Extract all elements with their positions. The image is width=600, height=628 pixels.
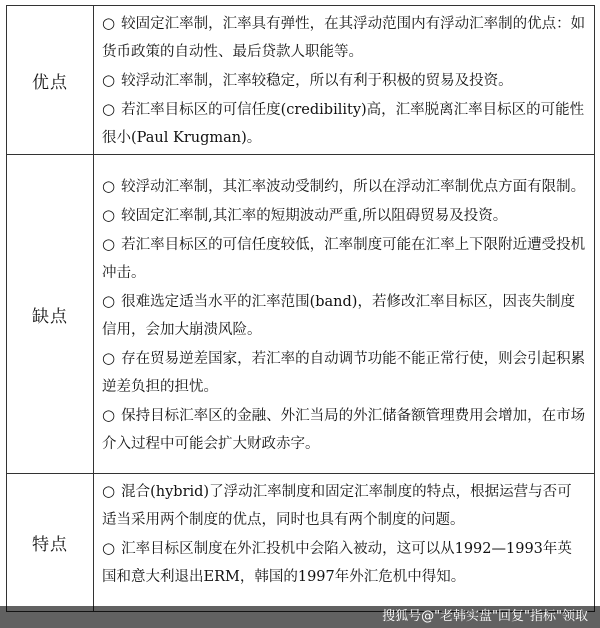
- circle-bullet-icon: ○: [102, 348, 116, 367]
- row-label-disadvantages: 缺点: [7, 155, 94, 474]
- row-label-advantages: 优点: [7, 6, 94, 155]
- item-text: 汇率目标区制度在外汇投机中会陷入被动，这可以从1992—1993年英国和意大利退出ERM，韩国的1997年外汇危机中得知。: [102, 541, 572, 585]
- item-text: 混合(hybrid)了浮动汇率制度和固定汇率制度的特点，根据运营与否可适当采用两个制度的优点，同时也具有两个制度的问题。: [102, 484, 572, 528]
- circle-bullet-icon: ○: [102, 176, 116, 195]
- list-item: [102, 401, 586, 458]
- advantages-cell: [94, 6, 595, 155]
- circle-bullet-icon: ○: [102, 482, 116, 500]
- list-item: [102, 95, 586, 152]
- item-text: 较固定汇率制，汇率具有弹性，在其浮动范围内有浮动汇率制的优点：如货币政策的自动性、最后贷款人职能等。: [102, 16, 586, 60]
- disadvantages-cell: [94, 155, 595, 474]
- circle-bullet-icon: ○: [102, 71, 116, 89]
- circle-bullet-icon: ○: [102, 234, 116, 253]
- item-text: 较固定汇率制,其汇率的短期波动严重,所以阻碍贸易及投资。: [121, 207, 508, 224]
- item-text: 存在贸易逆差国家，若汇率的自动调节功能不能正常行使，则会引起积累逆差负担的担忧。: [102, 350, 586, 395]
- circle-bullet-icon: ○: [102, 100, 116, 118]
- item-text: 若汇率目标区的可信任度(credibility)高，汇率脱离汇率目标区的可能性很小(Paul Krugman)。: [102, 102, 585, 146]
- circle-bullet-icon: ○: [102, 405, 116, 424]
- list-item: [102, 344, 586, 401]
- list-item: [102, 9, 586, 66]
- item-text: 较浮动汇率制，汇率较稳定，所以有利于积极的贸易及投资。: [121, 73, 513, 89]
- item-text: 较浮动汇率制，其汇率波动受制约，所以在浮动汇率制优点方面有限制。: [121, 178, 586, 195]
- row-label-features: 特点: [7, 474, 94, 612]
- list-item: [102, 201, 586, 230]
- item-text: 若汇率目标区的可信任度较低，汇率制度可能在汇率上下限附近遭受投机冲击。: [102, 236, 586, 281]
- circle-bullet-icon: ○: [102, 539, 116, 557]
- table-row-disadvantages: [7, 155, 595, 474]
- circle-bullet-icon: ○: [102, 14, 116, 32]
- comparison-table: [6, 5, 595, 612]
- item-text: 保持目标汇率区的金融、外汇当局的外汇储备额管理费用会增加，在市场介入过程中可能会扩大财政赤字。: [102, 407, 586, 452]
- list-item: [102, 287, 586, 344]
- list-item: [102, 534, 586, 591]
- list-item: [102, 172, 586, 201]
- list-item: [102, 66, 586, 95]
- list-item: [102, 230, 586, 287]
- item-text: 很难选定适当水平的汇率范围(band)，若修改汇率目标区，因丧失制度信用，会加大崩溃风险。: [102, 293, 575, 338]
- circle-bullet-icon: ○: [102, 291, 116, 310]
- list-item: [102, 477, 586, 534]
- watermark-banner: 搜狐号@"老韩实盘"回复"指标"领取: [0, 606, 600, 628]
- table-row-advantages: [7, 6, 595, 155]
- table-row-features: [7, 474, 595, 612]
- circle-bullet-icon: ○: [102, 205, 116, 224]
- features-cell: [94, 474, 595, 612]
